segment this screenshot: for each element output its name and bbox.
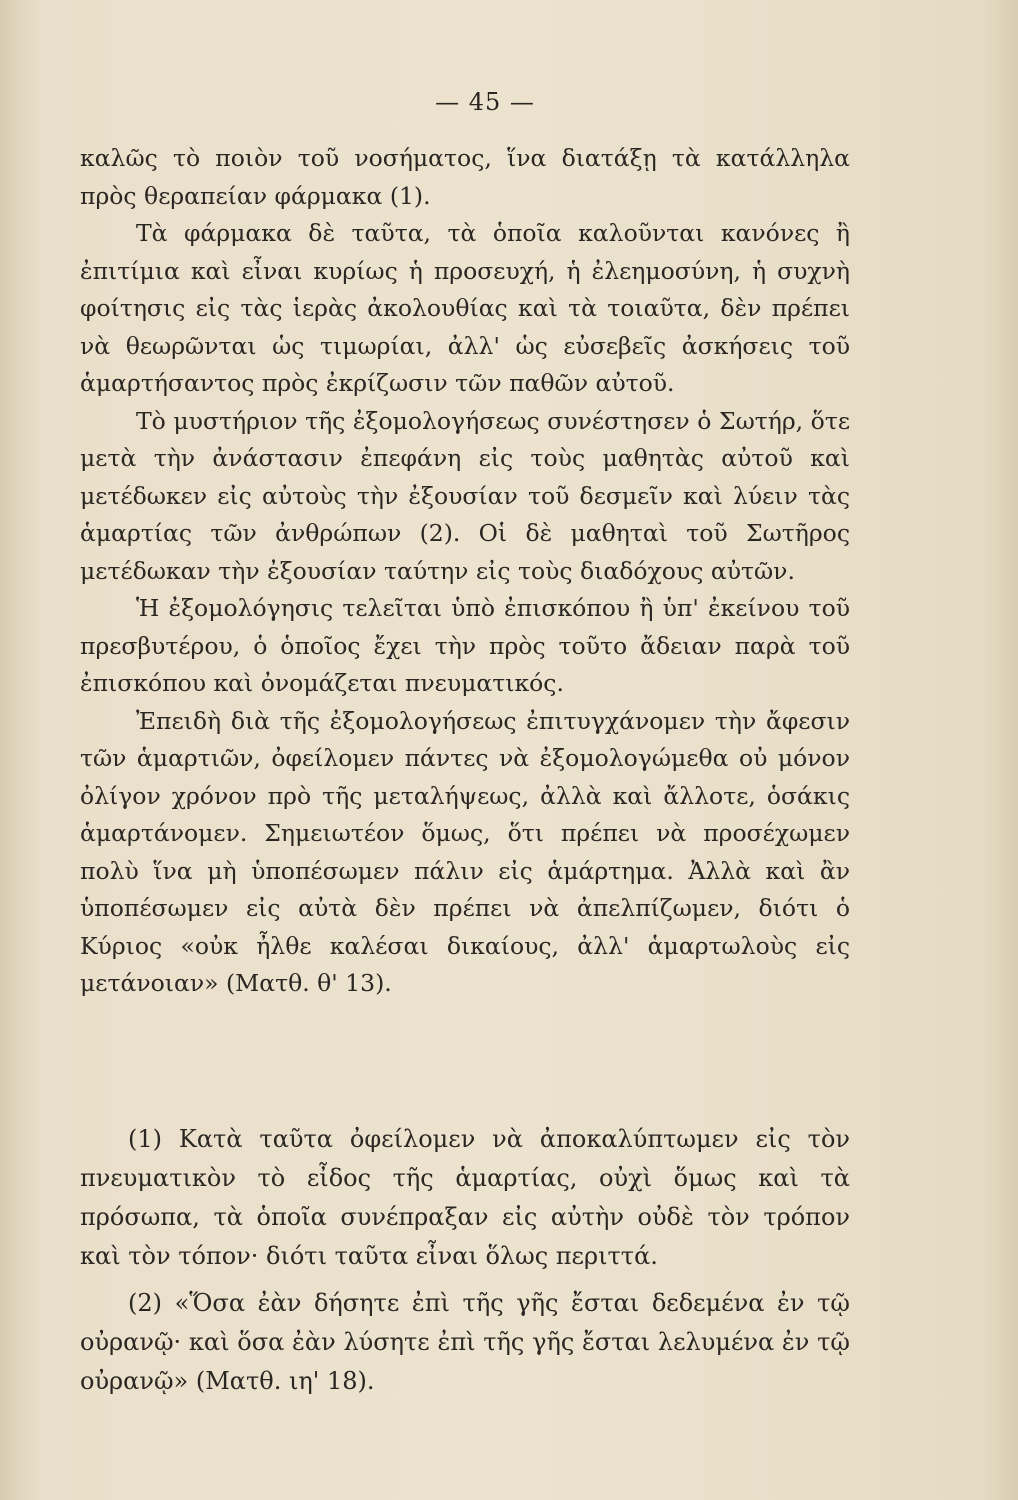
footnote-1: (1) Κατὰ ταῦτα ὀφείλομεν νὰ ἀποκαλύπτωμεν εἰς τὸν πνευματικὸν τὸ εἶδος τῆς ἁμαρτίας, οὐχὶ ὅμως καὶ τὰ πρόσωπα, τὰ ὁποῖα συνέπραξαν εἰς αὐτὴν οὐδὲ τὸν τρόπον καὶ τὸν τόπον· διότι ταῦτα εἶναι ὅλως περιττά. <box>80 1125 850 1270</box>
paragraph: Τὸ μυστήριον τῆς ἐξομολογήσεως συνέστησεν ὁ Σωτήρ, ὅτε μετὰ τὴν ἀνάστασιν ἐπεφάνη εἰς τοὺς μαθητὰς αὐτοῦ καὶ μετέδωκεν εἰς αὐτοὺς τὴν ἐξουσίαν τοῦ δεσμεῖν καὶ λύειν τὰς ἁμαρτίας τῶν ἀνθρώπων (2). Οἱ δὲ μαθηταὶ τοῦ Σωτῆρος μετέδωκαν τὴν ἐξουσίαν ταύτην εἰς τοὺς διαδόχους αὐτῶν. <box>80 406 850 585</box>
paragraph: καλῶς τὸ ποιὸν τοῦ νοσήματος, ἵνα διατάξῃ τὰ κατάλληλα πρὸς θεραπείαν φάρμακα (1). <box>80 144 850 210</box>
paragraph: Ἡ ἐξομολόγησις τελεῖται ὑπὸ ἐπισκόπου ἢ ὑπ' ἐκείνου τοῦ πρεσβυτέρου, ὁ ὁποῖος ἔχει τὴν πρὸς τοῦτο ἄδειαν παρὰ τοῦ ἐπισκόπου καὶ ὀνομάζεται πνευματικός. <box>80 594 850 697</box>
paragraph: Τὰ φάρμακα δὲ ταῦτα, τὰ ὁποῖα καλοῦνται κανόνες ἢ ἐπιτίμια καὶ εἶναι κυρίως ἡ προσευχή, ἡ ἐλεημοσύνη, ἡ συχνὴ φοίτησις εἰς τὰς ἱερὰς ἀκολουθίας καὶ τὰ τοιαῦτα, δὲν πρέπει νὰ θεωρῶνται ὡς τιμωρίαι, ἀλλ' ὡς εὐσεβεῖς ἀσκήσεις τοῦ ἁμαρτήσαντος πρὸς ἐκρίζωσιν τῶν παθῶν αὐτοῦ. <box>80 219 850 397</box>
page-number: — 45 — <box>435 88 535 116</box>
footnote-2: (2) «Ὅσα ἐὰν δήσητε ἐπὶ τῆς γῆς ἔσται δεδεμένα ἐν τῷ οὐρανῷ· καὶ ὅσα ἐὰν λύσητε ἐπὶ τῆς γῆς ἔσται λελυμένα ἐν τῷ οὐρανῷ» (Ματθ. ιη' 18). <box>80 1289 850 1395</box>
footnotes <box>80 1120 850 1409</box>
paragraph: Ἐπειδὴ διὰ τῆς ἐξομολογήσεως ἐπιτυγχάνομεν τὴν ἄφεσιν τῶν ἁμαρτιῶν, ὀφείλομεν πάντες νὰ ἐξομολογώμεθα οὐ μόνον ὀλίγον χρόνον πρὸ τῆς μεταλήψεως, ἀλλὰ καὶ ἄλλοτε, ὁσάκις ἁμαρτάνομεν. Σημειωτέον ὅμως, ὅτι πρέπει νὰ προσέχωμεν πολὺ ἵνα μὴ ὑποπέσωμεν πάλιν εἰς ἁμάρτημα. Ἀλλὰ καὶ ἂν ὑποπέσωμεν εἰς αὐτὰ δὲν πρέπει νὰ ἀπελπίζωμεν, διότι ὁ Κύριος «οὐκ ἦλθε καλέσαι δικαίους, ἀλλ' ἁμαρτωλοὺς εἰς μετάνοιαν» (Ματθ. θ' 13). <box>80 706 850 997</box>
body-text <box>80 140 850 1003</box>
